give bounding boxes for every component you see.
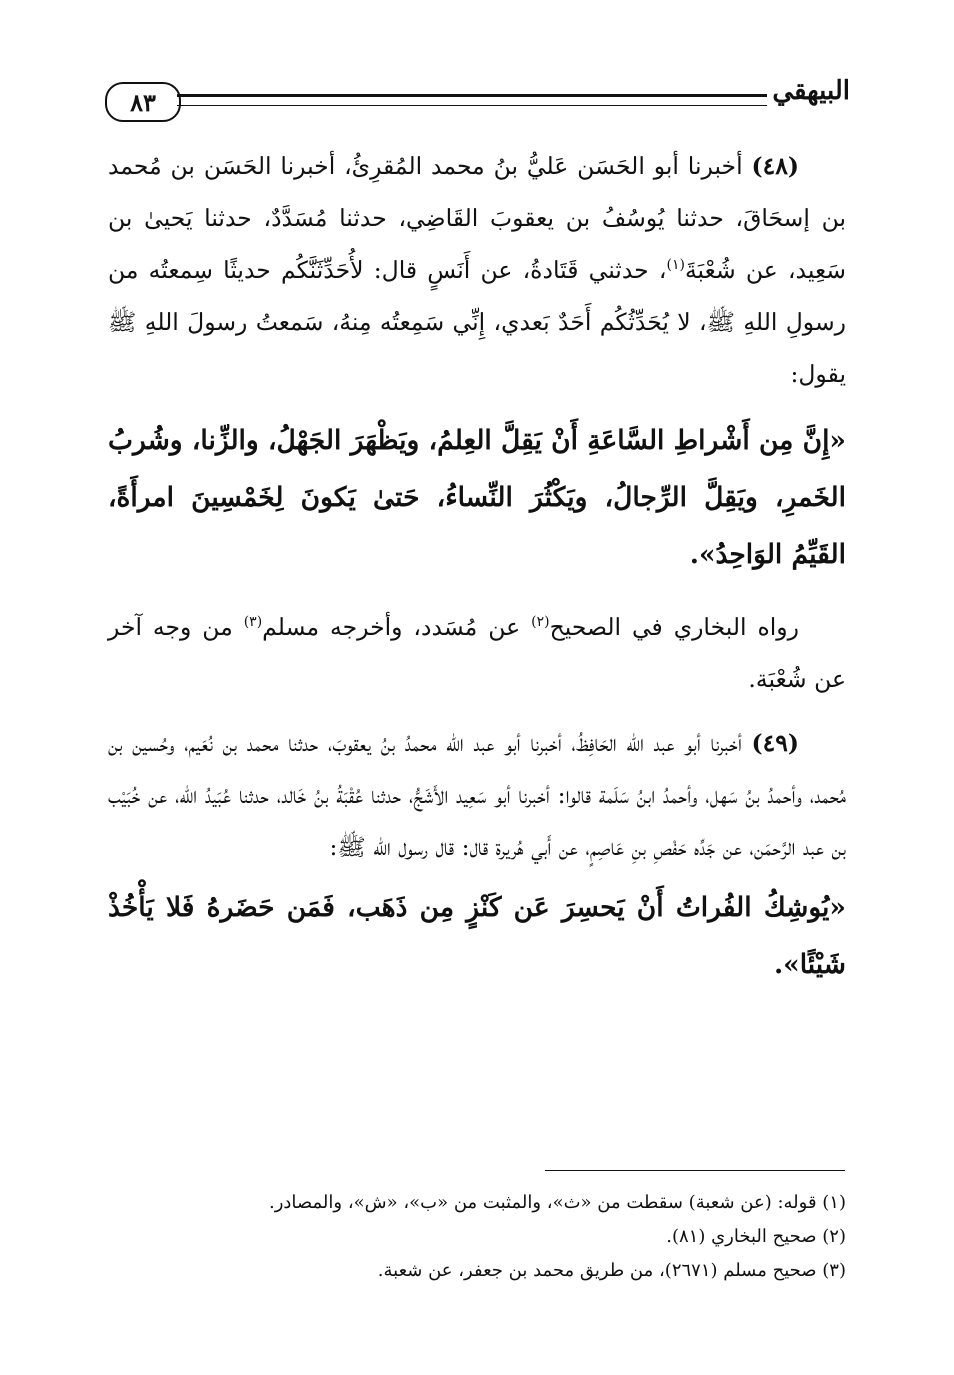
hadith-49-matn: «يُوشِكُ الفُراتُ أَنْ يَحسِرَ عَن كَنْزٍ مِن ذَهَب، فَمَن حَضَرهُ فَلا يَأْخُذْ شَيْئًا». (108, 892, 846, 980)
footnote-2: (٢) صحيح البخاري (٨١). (666, 1226, 846, 1247)
hadith-number: (٤٩) (751, 729, 799, 757)
main-text-body (108, 140, 846, 993)
hadith-48-matn: «إِنَّ مِن أَشْراطِ السَّاعَةِ أَنْ يَقِلَّ العِلمُ، ويَظْهَرَ الجَهْلُ، والزِّنا، وشُربُ الخَمرِ، ويَقِلَّ الرِّجالُ، ويَكْثُرَ النِّساءُ، حَتىٰ يَكونَ لِخَمْسِينَ امرأَةً، القَيِّمُ الوَاحِدُ». (108, 425, 846, 570)
hadith-48-chain (108, 140, 846, 400)
page-header (105, 72, 850, 132)
book-title: البيهقي (772, 76, 850, 106)
page-number: ٨٣ (105, 82, 181, 122)
footnote-3: (٣) صحيح مسلم (٢٦٧١)، من طريق محمد بن جعفر، عن شعبة. (377, 1260, 846, 1281)
hadith-number: (٤٨) (751, 152, 799, 180)
takhrij-part3: من وجه آخر عن شُعْبَة. (108, 613, 846, 693)
footnote-ref: (٢) (531, 614, 550, 631)
footnote-divider (545, 1170, 845, 1171)
header-divider (177, 94, 767, 106)
footnote-ref: (٣) (243, 614, 263, 631)
hadith-49-chain (108, 717, 846, 873)
footnote-ref: (١) (666, 257, 685, 274)
footnote-1: (١) قوله: (عن شعبة) سقطت من «ث»، والمثبت من «ب»، «ش»، والمصادر. (268, 1192, 846, 1213)
isnad-text: أخبرنا أبو عبد الله الحَافِظُ، أخبرنا أبو عبد الله محمدُ بنُ يعقوبَ، حدثنا محمد بن نُعَيم، وحُسين بن مُحمد، وأحمدُ بنُ سَهل، وأحمدُ ابنُ سَلَمة قالوا: أخبرنا أبو سَعِيد الأَشَجُّ، حدثنا عُقْبَةُ بنُ خَالد، حدثنا عُبَيدُ الله، عن خُبَيْب بن عبد الرَّحمَن، عن جَدِّه حَفْصِ بنِ عَاصِمٍ، عن أَبي هُريرة قال: قال رسول الله ﷺ: (108, 729, 846, 861)
footnotes-section (108, 1186, 846, 1288)
isnad-text: أخبرنا أبو الحَسَن عَليُّ بنُ محمد المُقرِئُ، أخبرنا الحَسَن بن مُحمد بن إسحَاقَ، حدثنا يُوسُفُ بن يعقوبَ القَاضِي، حدثنا مُسَدَّدٌ، حدثنا يَحيىٰ بن سَعِيد، عن شُعْبَةَ (108, 152, 846, 284)
takhrij-note (108, 601, 846, 705)
takhrij-part1: رواه البخاري في الصحيح (549, 613, 799, 641)
isnad-text-continued: ، حدثني قَتَادةُ، عن أَنَسٍ قال: لأُحَدِّثَنَّكُم حديثًا سِمعتُه من رسولِ اللهِ ﷺ، لا يُحَدِّثُكُم أَحَدٌ بَعدي، إِنِّي سَمِعتُه مِنهُ، سَمعتُ رسولَ اللهِ ﷺ يقول: (108, 256, 846, 388)
takhrij-part2: عن مُسَدد، وأخرجه مسلم (262, 613, 532, 641)
